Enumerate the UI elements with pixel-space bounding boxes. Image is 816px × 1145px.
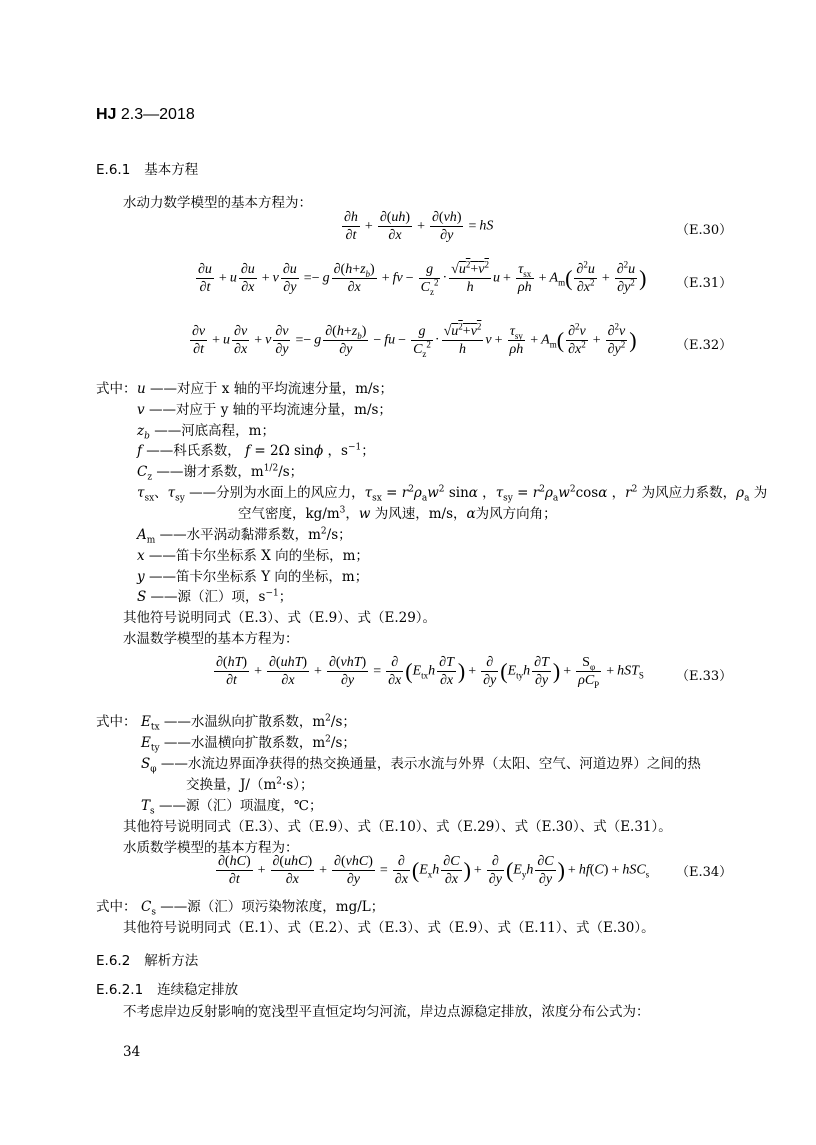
def-cz: $C_z$ ——谢才系数，$m^{1/2}/s$；	[137, 463, 304, 483]
def-y: y ——笛卡尔坐标系 Y 向的坐标，m；	[137, 569, 369, 585]
where-label-3: 式中：	[96, 899, 137, 915]
equation-e30: $\frac{\partial h}{\partial t}$ + $\frac{\partial(uh)}{\partial x}$ + $\frac{\partial(vh)}{\partial y}$ = hS	[344, 210, 494, 243]
page-number: 34	[123, 1044, 141, 1060]
def-s: S ——源（汇）项，$s^{-1}$；	[137, 588, 293, 605]
def-etx: $E_{tx}$ ——水温纵向扩散系数，$m^2/s$；	[141, 713, 356, 733]
equation-number-e32: （E.32）	[676, 338, 733, 353]
section-heading-basic-equations: E.6.1 基本方程	[96, 162, 199, 178]
def-sphi: $S_\varphi$ ——水流边界面净获得的热交换通量，表示水流与外界（太阳、空气、河道边界）之间的热	[141, 756, 701, 775]
other-symbols-1: 其他符号说明同式（E.3）、式（E.9）、式（E.29）。	[123, 610, 437, 626]
equation-e31: $\frac{\partial u}{\partial t}$ + u $\frac{\partial u}{\partial x}$ + v $\frac{\partial u}{\partial y}$ =− g $\frac{\partial(h+z_b)}{\partial x}$ + fv − $\frac{g}{C_z^2}$ · $\frac{√u^2+v^2}{h}$ u + $\frac{\tau_{sx}}{\rho h}$ + $A_m$( $\frac{\partial^2u}{\partial x^2}$ + $\frac{\partial^2u}{\partial y^2}$ )	[198, 259, 647, 297]
def-u: u ——对应于 x 轴的平均流速分量，m/s；	[137, 381, 393, 397]
def-zb: $z_b$ ——河底高程，m；	[137, 423, 275, 442]
section-heading-analytic: E.6.2 解析方法	[96, 953, 199, 969]
def-ety: $E_{ty}$ ——水温横向扩散系数，$m^2/s$；	[141, 734, 356, 754]
section-heading-steady-discharge: E.6.2.1 连续稳定排放	[96, 982, 239, 998]
def-cs: $C_s$ ——源（汇）项污染物浓度，mg/L；	[141, 899, 385, 918]
equation-number-e34: （E.34）	[676, 865, 733, 880]
quality-intro: 水质数学模型的基本方程为：	[123, 840, 299, 856]
other-symbols-2: 其他符号说明同式（E.3）、式（E.9）、式（E.10）、式（E.29）、式（E.30）、式（E.31）。	[123, 819, 672, 835]
def-tau-cont: 空气密度，$kg/m^3$，w 为风速，m/s，α为风方向角；	[238, 505, 557, 522]
where-label-2: 式中：	[96, 714, 137, 730]
equation-number-e33: （E.33）	[676, 669, 733, 684]
def-ts: $T_s$ ——源（汇）项温度，℃；	[141, 798, 323, 817]
analytic-intro: 不考虑岸边反射影响的宽浅型平直恒定均匀河流，岸边点源稳定排放，浓度分布公式为：	[123, 1004, 650, 1020]
where-label-1: 式中：	[96, 381, 137, 397]
def-x: x ——笛卡尔坐标系 X 向的坐标，m；	[137, 548, 369, 564]
def-tau: $\tau_{sx}$、$\tau_{sy}$ ——分别为水面上的风应力，$\tau_{sx} = r^2\rho_aw^2$ sinα ，$\tau_{sy} = r^2\rho_aw^2\cos\alpha$ ，$r^2$ 为风应力系数，$\rho_a$ 为	[137, 484, 768, 504]
other-symbols-3: 其他符号说明同式（E.1）、式（E.2）、式（E.3）、式（E.9）、式（E.11）、式（E.30）。	[123, 920, 655, 936]
equation-e34: $\frac{\partial(hC)}{\partial t}$ + $\frac{\text{∂(uhC)}}{\partial x}$ + $\frac{\text{∂(vhC)}}{\partial y}$ = $\frac{\partial}{\partial x}$ ($E_xh$ $\frac{\partial C}{\partial x}$ ) + $\frac{\partial}{\partial y}$ ($E_yh$ $\frac{\partial C}{\partial y}$ ) + hf(C) + hSC$_s$	[218, 854, 650, 887]
equation-number-e30: （E.30）	[676, 223, 733, 238]
temp-intro: 水温数学模型的基本方程为：	[123, 631, 299, 647]
def-sphi-cont: 交换量，$J/(m^2\cdot s)$；	[186, 776, 314, 793]
equation-number-e31: （E.31）	[676, 276, 733, 291]
def-v: v ——对应于 y 轴的平均流速分量，m/s；	[137, 402, 392, 418]
def-am: $A_m$ ——水平涡动黏滞系数，$m^2/s$；	[137, 526, 352, 546]
def-f: f ——科氏系数， f = 2Ω sinϕ ，$s^{-1}$；	[137, 442, 375, 459]
equation-e32: $\frac{\partial v}{\partial t}$ + u $\frac{\partial v}{\partial x}$ + v $\frac{\partial v}{\partial y}$ =− g $\frac{\partial(h+z_b)}{\partial y}$ − fu − $\frac{g}{C_z^2}$ · $\frac{√u^2+v^2}{h}$ v + $\frac{\tau_{sy}}{\rho h}$ + $A_m$( $\frac{\partial^2v}{\partial x^2}$ + $\frac{\partial^2v}{\partial y^2}$ )	[192, 321, 637, 359]
hydro-intro: 水动力数学模型的基本方程为：	[123, 195, 312, 211]
equation-e33: $\frac{\partial(hT)}{\partial t}$ + $\frac{\text{∂(uhT)}}{\partial x}$ + $\frac{\text{∂(vhT)}}{\partial y}$ = $\frac{\partial}{\partial x}$ ($E_{tx}h$ $\frac{\partial T}{\partial x}$ ) + $\frac{\partial}{\partial y}$ ($E_{ty}h$ $\frac{\partial T}{\partial y}$ ) + $\frac{S_\varphi}{\rho C_P}$ + hST$_S$	[216, 655, 644, 690]
document-code: HJ 2.3—2018	[96, 106, 195, 123]
